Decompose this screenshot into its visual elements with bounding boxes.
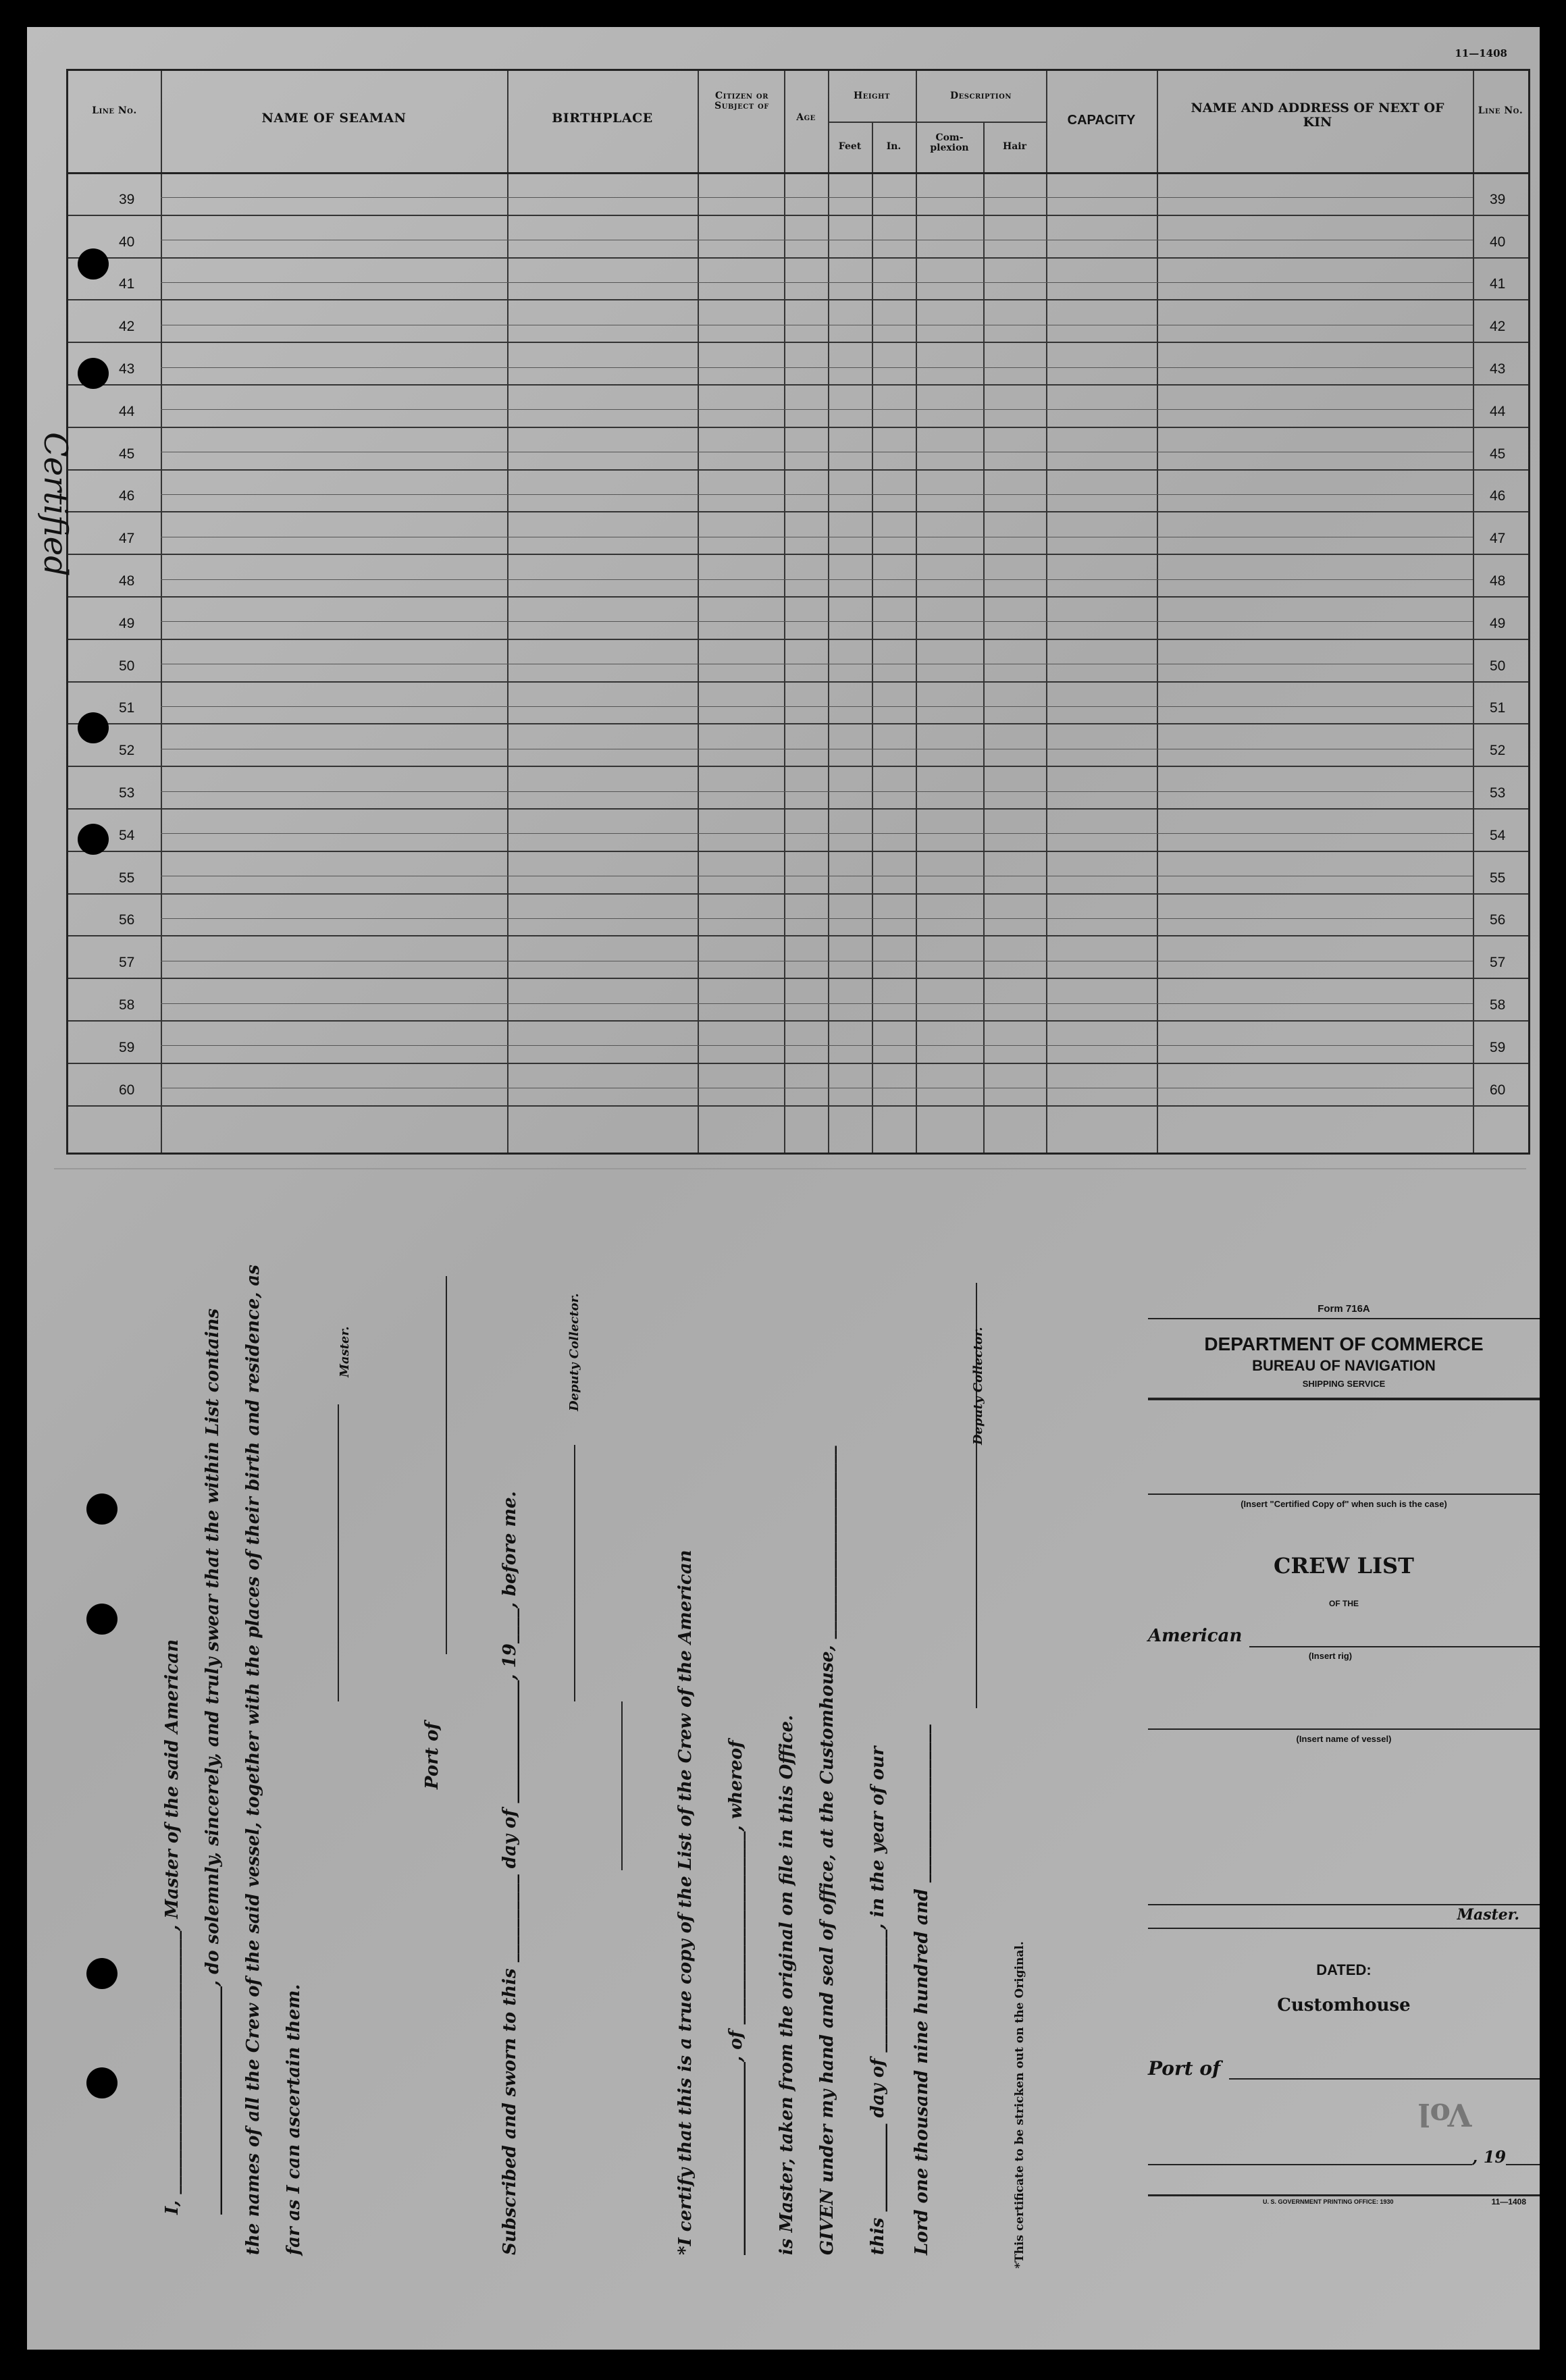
- table-row-guide: [161, 282, 1473, 283]
- row-number-left: 52: [119, 743, 135, 759]
- header-description: Description: [950, 90, 1012, 101]
- row-number-left: 50: [119, 658, 135, 674]
- table-row-line: [68, 1063, 1528, 1064]
- table-row-line: [68, 554, 1528, 555]
- row-number-left: 45: [119, 446, 135, 462]
- row-number-left: 53: [119, 785, 135, 801]
- header-inches: In.: [886, 141, 902, 152]
- master-label: Master.: [338, 1326, 352, 1377]
- row-number-right: 56: [1490, 912, 1506, 928]
- cover-printer: U. S. GOVERNMENT PRINTING OFFICE: 1930: [1263, 2198, 1394, 2205]
- table-row-line: [68, 384, 1528, 386]
- table-row-guide: [161, 706, 1473, 707]
- certify-line-3: is Master, taken from the original on file in this Office.: [777, 1714, 797, 2255]
- table-row-guide: [161, 833, 1473, 834]
- header-next-of-kin: NAME AND ADDRESS OF NEXT OF KIN: [1191, 101, 1444, 130]
- header-line-no: Line No.: [92, 105, 137, 116]
- table-row-line: [68, 215, 1528, 216]
- table-row-guide: [161, 494, 1473, 495]
- deputy-collector-label-1: Deputy Collector.: [567, 1293, 581, 1411]
- table-row-guide: [161, 1003, 1473, 1004]
- punch-hole: [78, 712, 109, 743]
- table-row-line: [68, 1105, 1528, 1107]
- table-row-line: [68, 511, 1528, 512]
- punch-hole: [86, 1958, 118, 1989]
- certify-line-2: ______________________, of ______________________, whereof: [726, 1740, 746, 2255]
- row-number-left: 60: [119, 1082, 135, 1098]
- cover-of-the: OF THE: [1329, 1599, 1359, 1608]
- table-row-line: [68, 766, 1528, 767]
- affidavit-line-4: far as I can ascertain them.: [284, 1984, 304, 2255]
- row-number-left: 44: [119, 403, 135, 419]
- table-row-line: [68, 893, 1528, 895]
- row-number-right: 45: [1490, 446, 1506, 462]
- table-row-line: [68, 723, 1528, 724]
- cover-form-bottom: 11—1408: [1491, 2197, 1526, 2206]
- cover-year: , 19: [1472, 2147, 1507, 2167]
- table-row-guide: [161, 621, 1473, 622]
- fold-line: [54, 1168, 1526, 1169]
- table-row-line: [68, 596, 1528, 598]
- affidavit-line-1: I, ______________________________, Master of the said American: [162, 1639, 182, 2215]
- row-number-left: 49: [119, 615, 135, 631]
- header-height: Height: [854, 90, 890, 101]
- header-complexion: Com-plexion: [930, 132, 969, 154]
- table-row-line: [68, 299, 1528, 300]
- table-row-guide: [161, 367, 1473, 368]
- cover-insert-vessel: (Insert name of vessel): [1296, 1734, 1392, 1744]
- subscribed-line: Subscribed and sworn to this __________ day of ______________, 19____, before me.: [500, 1491, 520, 2255]
- row-number-left: 41: [119, 276, 135, 292]
- cover-bureau: BUREAU OF NAVIGATION: [1252, 1357, 1436, 1374]
- cover-stamp: Vol: [1418, 2096, 1472, 2133]
- certificate-footnote: *This certificate to be stricken out on the Original.: [1013, 1941, 1026, 2269]
- header-line-no-right: Line No.: [1478, 105, 1523, 116]
- row-number-right: 54: [1490, 827, 1506, 843]
- header-hair: Hair: [1003, 141, 1026, 152]
- punch-hole: [86, 2067, 118, 2098]
- cover-form-number: Form 716A: [1317, 1303, 1370, 1315]
- cover-customhouse: Customhouse: [1277, 1995, 1411, 2015]
- row-number-right: 49: [1490, 615, 1506, 631]
- punch-hole: [86, 1493, 118, 1525]
- table-row-line: [68, 978, 1528, 979]
- punch-hole: [78, 248, 109, 280]
- row-number-right: 57: [1490, 955, 1506, 971]
- document-page: [27, 27, 1540, 2350]
- row-number-left: 51: [119, 700, 135, 716]
- master-signature-line: [338, 1404, 339, 1701]
- deputy-line-1b: [621, 1701, 623, 1870]
- table-row-line: [68, 427, 1528, 428]
- table-row-guide: [161, 579, 1473, 580]
- row-number-left: 57: [119, 955, 135, 971]
- port-of-label: Port of: [422, 1722, 442, 1789]
- row-number-right: 58: [1490, 997, 1506, 1013]
- table-row-line: [68, 639, 1528, 640]
- given-line-1: GIVEN under my hand and seal of office, at the Customhouse, ______________________: [817, 1446, 837, 2255]
- row-number-left: 55: [119, 870, 135, 886]
- deputy-signature-line-1: [574, 1445, 575, 1701]
- punch-hole: [86, 1604, 118, 1635]
- header-birthplace: BIRTHPLACE: [552, 111, 653, 126]
- table-row-line: [68, 469, 1528, 471]
- cover-master-label: Master.: [1457, 1906, 1519, 1924]
- row-number-left: 43: [119, 361, 135, 377]
- row-number-right: 48: [1490, 573, 1506, 589]
- row-number-right: 53: [1490, 785, 1506, 801]
- affidavit-line-2: __________________________, do solemnly, sincerely, and truly swear that the within List contains: [203, 1308, 223, 2215]
- header-name-of-seaman: NAME OF SEAMAN: [261, 111, 407, 126]
- row-number-right: 41: [1490, 276, 1506, 292]
- cover-insert-certified: (Insert "Certified Copy of" when such is the case): [1241, 1499, 1447, 1509]
- table-row-line: [68, 808, 1528, 810]
- punch-hole: [78, 358, 109, 389]
- row-number-right: 59: [1490, 1039, 1506, 1055]
- header-capacity: CAPACITY: [1067, 113, 1136, 128]
- row-number-right: 43: [1490, 361, 1506, 377]
- table-row-line: [68, 851, 1528, 852]
- header-feet: Feet: [838, 141, 862, 152]
- table-row-guide: [161, 791, 1473, 792]
- cover-port-of: Port of: [1148, 2057, 1221, 2080]
- row-number-right: 60: [1490, 1082, 1506, 1098]
- row-number-left: 39: [119, 191, 135, 207]
- row-number-left: 46: [119, 488, 135, 504]
- row-number-left: 56: [119, 912, 135, 928]
- table-row-guide: [161, 918, 1473, 919]
- port-line: [446, 1276, 447, 1654]
- affidavit-line-3: the names of all the Crew of the said vessel, together with the places of their birth and residence, as: [243, 1265, 263, 2255]
- row-number-left: 48: [119, 573, 135, 589]
- row-number-left: 58: [119, 997, 135, 1013]
- table-row-line: [68, 257, 1528, 259]
- cover-crew-list-title: CREW LIST: [1274, 1553, 1414, 1579]
- cover-dated: DATED:: [1316, 1961, 1372, 1978]
- table-row-line: [68, 342, 1528, 343]
- cover-service: SHIPPING SERVICE: [1302, 1379, 1386, 1389]
- row-number-left: 59: [119, 1039, 135, 1055]
- cover-american: American: [1148, 1626, 1243, 1646]
- table-row-line: [68, 1020, 1528, 1022]
- row-number-right: 39: [1490, 191, 1506, 207]
- cover-insert-rig: (Insert rig): [1308, 1651, 1353, 1661]
- row-number-left: 42: [119, 319, 135, 335]
- table-row-line: [68, 935, 1528, 936]
- table-row-line: [68, 681, 1528, 683]
- row-number-left: 40: [119, 234, 135, 250]
- table-row-guide: [161, 409, 1473, 410]
- row-number-left: 54: [119, 827, 135, 843]
- punch-hole: [78, 824, 109, 855]
- row-number-right: 51: [1490, 700, 1506, 716]
- row-number-right: 55: [1490, 870, 1506, 886]
- header-age: Age: [796, 112, 816, 123]
- certify-line-1: *I certify that this is a true copy of the List of the Crew of the American: [675, 1550, 696, 2255]
- crew-table: [66, 69, 1530, 1155]
- row-number-left: 47: [119, 531, 135, 547]
- cover-department: DEPARTMENT OF COMMERCE: [1204, 1333, 1484, 1354]
- table-row-guide: [161, 1045, 1473, 1046]
- table-row-guide: [161, 197, 1473, 198]
- given-line-2: this __________ day of ______________, in the year of our: [868, 1746, 888, 2255]
- row-number-right: 42: [1490, 319, 1506, 335]
- handwritten-margin-note: Certified: [36, 432, 74, 577]
- row-number-right: 40: [1490, 234, 1506, 250]
- header-citizen: Citizen or Subject of: [714, 90, 769, 112]
- row-number-right: 50: [1490, 658, 1506, 674]
- given-line-3: Lord one thousand nine hundred and __________________: [912, 1724, 932, 2255]
- row-number-right: 46: [1490, 488, 1506, 504]
- deputy-collector-label-2: Deputy Collector.: [971, 1327, 985, 1445]
- row-number-right: 47: [1490, 531, 1506, 547]
- form-number-top: 11—1408: [1455, 47, 1507, 59]
- row-number-right: 52: [1490, 743, 1506, 759]
- row-number-right: 44: [1490, 403, 1506, 419]
